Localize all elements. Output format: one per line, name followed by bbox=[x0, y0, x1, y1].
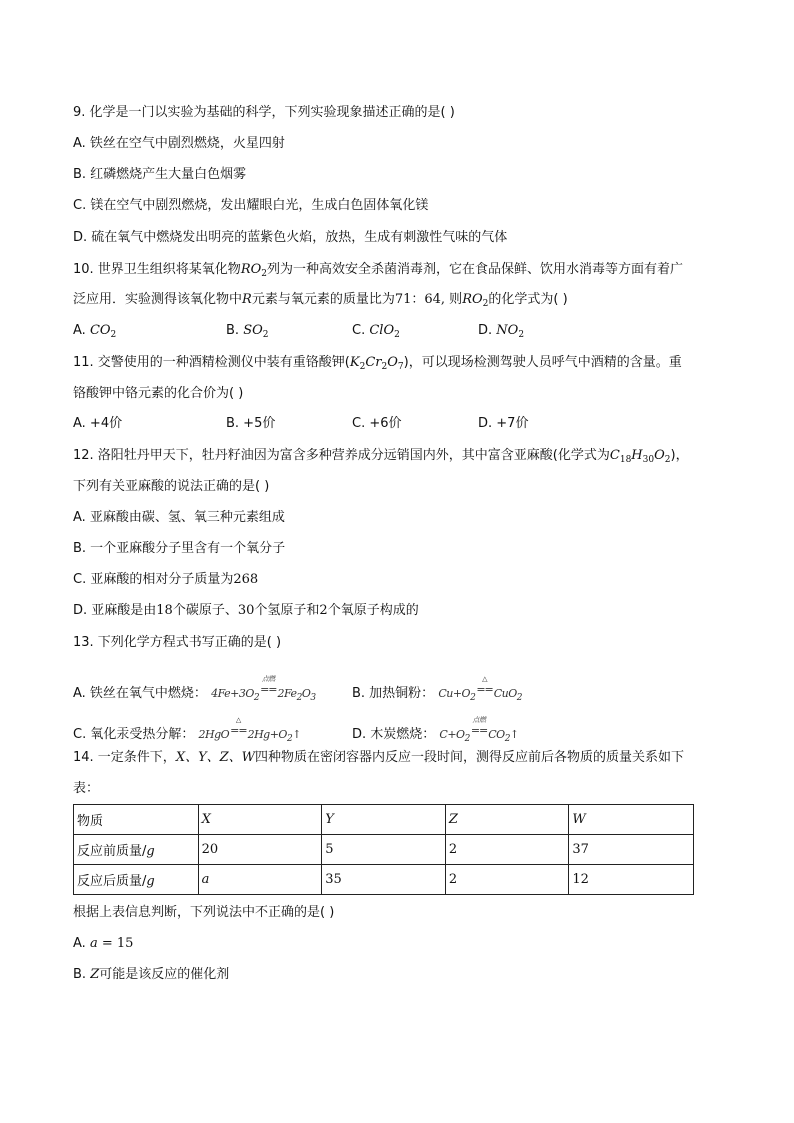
q13-equation-c: 2HgO△ == $2Hg+O_2↑$ bbox=[198, 716, 301, 744]
q10-option-d: D. $NO_2$ bbox=[478, 323, 525, 340]
q13-equation-b: $Cu+O_2\triangle$ == CuO$_2$ bbox=[438, 675, 523, 703]
table-header-row bbox=[74, 805, 694, 835]
q11-option-a: A. +4价 bbox=[73, 416, 123, 431]
table-cell: 2 bbox=[445, 835, 569, 865]
q14-question: 根据上表信息判断，下列说法中不正确的是( ) bbox=[73, 905, 335, 920]
q13-equation-d: $C+O_2$点燃 == $CO_2↑$ bbox=[439, 716, 519, 744]
q12-stem-line2: 下列有关亚麻酸的说法正确的是( ) bbox=[73, 479, 270, 494]
q14-stem-line1: 14. 一定条件下，X、Y、Z、W四种物质在密闭容器内反应一段时间，测得反应前后各物质的质量关系如下 bbox=[73, 750, 685, 765]
q13-option-b: B. 加热铜粉： $Cu+O_2\triangle$ == CuO$_2$ bbox=[352, 675, 523, 703]
q11-option-d: D. +7价 bbox=[478, 416, 529, 431]
q10-option-c: C. ClO$_2$ bbox=[352, 323, 400, 340]
q10-option-a: A. $CO_2$ bbox=[73, 323, 117, 340]
q13-option-d: D. 木炭燃烧： $C+O_2$点燃 == $CO_2↑$ bbox=[352, 716, 519, 744]
q9-option-c: C. 镁在空气中剧烈燃烧，发出耀眼白光，生成白色固体氧化镁 bbox=[73, 198, 429, 213]
mass-table bbox=[73, 804, 694, 895]
q10-stem-line2: 泛应用．实验测得该氧化物中R元素与氧元素的质量比为71：64, 则$RO_2$的化学式为( ) bbox=[73, 292, 568, 309]
q11-stem-line1: 11. 交警使用的一种酒精检测仪中装有重铬酸钾$(K_2Cr_2O_7)$，可以现场检测驾驶人员呼气中酒精的含量。重 bbox=[73, 355, 682, 372]
table-cell: 反应前质量/g bbox=[74, 835, 199, 865]
table-cell: Y bbox=[322, 805, 446, 835]
table-cell: X bbox=[198, 805, 322, 835]
q12-option-c: C. 亚麻酸的相对分子质量为268 bbox=[73, 572, 259, 587]
table-cell: 2 bbox=[445, 865, 569, 895]
table-cell: 12 bbox=[569, 865, 694, 895]
q14-option-b: B. Z可能是该反应的催化剂 bbox=[73, 967, 230, 982]
q14-option-a: A. a = 15 bbox=[73, 936, 134, 951]
q9-option-d: D. 硫在氧气中燃烧发出明亮的蓝紫色火焰，放热，生成有刺激性气味的气体 bbox=[73, 230, 508, 245]
q13-option-a: A. 铁丝在氧气中燃烧： $4Fe+3O_2$点燃 == $2Fe_2O_3$ bbox=[73, 675, 316, 703]
table-cell: 物质 bbox=[74, 805, 199, 835]
q10-option-b: B. $SO_2$ bbox=[226, 323, 269, 340]
q13-equation-a: $4Fe+3O_2$点燃 == $2Fe_2O_3$ bbox=[211, 675, 316, 703]
q13-option-c: C. 氧化汞受热分解： 2HgO△ == $2Hg+O_2↑$ bbox=[73, 716, 301, 744]
q12-stem-line1: 12. 洛阳牡丹甲天下，牡丹籽油因为富含多种营养成分远销国内外，其中富含亚麻酸(化学式为$C_{18}H_{30}O_2$)， bbox=[73, 448, 689, 465]
table-row bbox=[74, 835, 694, 865]
table-cell: 反应后质量/g bbox=[74, 865, 199, 895]
q14-stem-line2: 表： bbox=[73, 781, 100, 796]
table-row bbox=[74, 865, 694, 895]
table-cell: a bbox=[198, 865, 322, 895]
q9-stem: 9. 化学是一门以实验为基础的科学，下列实验现象描述正确的是( ) bbox=[73, 105, 455, 120]
q12-option-a: A. 亚麻酸由碳、氢、氧三种元素组成 bbox=[73, 510, 285, 525]
q12-option-b: B. 一个亚麻酸分子里含有一个氧分子 bbox=[73, 541, 286, 556]
q11-option-b: B. +5价 bbox=[226, 416, 276, 431]
table-cell: W bbox=[569, 805, 694, 835]
table-cell: Z bbox=[445, 805, 569, 835]
q9-option-b: B. 红磷燃烧产生大量白色烟雾 bbox=[73, 167, 247, 182]
table-cell: 35 bbox=[322, 865, 446, 895]
q12-option-d: D. 亚麻酸是由18个碳原子、30个氢原子和2个氧原子构成的 bbox=[73, 603, 419, 618]
table-cell: 20 bbox=[198, 835, 322, 865]
table-cell: 37 bbox=[569, 835, 694, 865]
q9-option-a: A. 铁丝在空气中剧烈燃烧，火星四射 bbox=[73, 136, 285, 151]
q11-stem-line2: 铬酸钾中铬元素的化合价为( ) bbox=[73, 386, 244, 401]
q10-stem-line1: 10. 世界卫生组织将某氧化物$RO_2$列为一种高效安全杀菌消毒剂，它在食品保鲜、饮用水消毒等方面有着广 bbox=[73, 262, 684, 279]
q13-stem: 13. 下列化学方程式书写正确的是( ) bbox=[73, 635, 282, 650]
table-cell: 5 bbox=[322, 835, 446, 865]
q11-option-c: C. +6价 bbox=[352, 416, 402, 431]
